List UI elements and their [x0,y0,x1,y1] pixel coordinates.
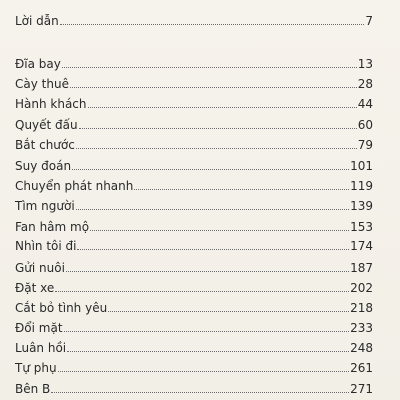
toc-entry-page: 60 [357,118,373,132]
toc-entry [15,95,373,111]
toc-entry-title: Tìm người [15,199,75,213]
toc-entry [15,339,373,355]
toc-entry [15,319,373,335]
toc-entry-title: Đặt xe [15,281,55,295]
toc-leader-dots [66,271,349,272]
toc-entry [15,259,373,275]
toc-entry-title: Nhìn tôi đi [15,239,77,253]
toc-entry-page: 202 [350,281,373,295]
toc-entry-title: Quyết đấu [15,118,78,132]
toc-entry-title: Lời dẫn [15,14,59,28]
toc-entry-page: 153 [350,220,373,234]
toc-entry [15,279,373,295]
toc-entry [15,75,373,91]
toc-leader-dots [70,87,357,88]
toc-entry [15,55,373,71]
toc-leader-dots [77,249,349,250]
toc-leader-dots [51,392,349,393]
toc-entry-page: 174 [350,239,373,253]
toc-entry-title: Bắt chước [15,138,75,152]
toc-leader-dots [108,311,349,312]
toc-leader-dots [72,169,349,170]
toc-leader-dots [55,291,349,292]
toc-entry-title: Hành khách [15,97,87,111]
toc-leader-dots [88,107,357,108]
toc-leader-dots [134,189,349,190]
toc-entry-page: 44 [357,97,373,111]
toc-entry-page: 13 [357,57,373,71]
toc-entry-title: Luân hồi [15,341,67,355]
toc-leader-dots [60,24,365,25]
toc-leader-dots [62,67,357,68]
toc-entry [15,136,373,152]
toc-entry [15,299,373,315]
toc-entry-title: Suy đoán [15,159,72,173]
toc-entry-intro [15,12,373,28]
toc-entry-title: Gửi nuôi [15,261,65,275]
toc-entry-page: 218 [350,301,373,315]
toc-entry [15,359,373,375]
toc-entry-title: Chuyển phát nhanh [15,179,134,193]
toc-entry-page: 233 [350,321,373,335]
toc-entry-page: 79 [357,138,373,152]
toc-entry-page: 248 [350,341,373,355]
toc-entry-title: Cắt bỏ tình yêu [15,301,108,315]
toc-entry [15,380,373,396]
toc-leader-dots [79,128,357,129]
toc-leader-dots [76,209,349,210]
toc-entry-page: 28 [357,77,373,91]
toc-entry-page: 119 [350,179,373,193]
toc-entry [15,177,373,193]
toc-entry-title: Bên B [15,382,51,396]
toc-entry [15,116,373,132]
toc-entry-page: 7 [365,14,373,28]
toc-entry-page: 261 [350,361,373,375]
toc-leader-dots [90,230,349,231]
toc-entry [15,218,373,234]
toc-entry-page: 101 [350,159,373,173]
toc-entry-title: Tự phụ [15,361,57,375]
toc-entry-title: Đổi mặt [15,321,63,335]
toc-entry [15,197,373,213]
toc-entry [15,157,373,173]
toc-entry-page: 187 [350,261,373,275]
toc-entry-title: Fan hâm mộ [15,220,90,234]
toc-leader-dots [58,371,350,372]
toc-entry-page: 271 [350,382,373,396]
toc-leader-dots [76,148,357,149]
toc-entry [15,237,373,253]
toc-entry-title: Cày thuê [15,77,69,91]
toc-entry-page: 139 [350,199,373,213]
toc-leader-dots [64,331,350,332]
toc-entry-title: Đĩa bay [15,57,61,71]
toc-leader-dots [67,351,349,352]
